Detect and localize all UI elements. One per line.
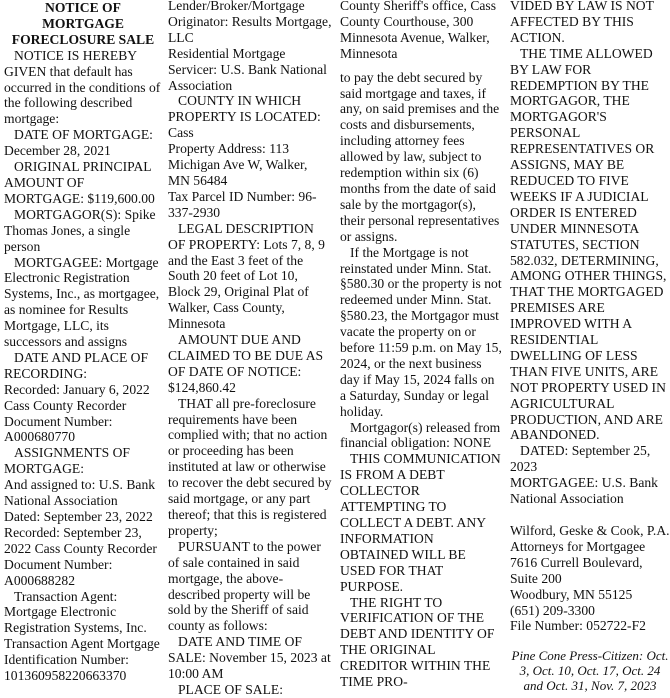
notice-paragraph: Property Address: 113 Michigan Ave W, Walker, MN 56484: [168, 141, 308, 188]
notice-paragraph: PURSUANT to the power of sale contained in said mortgage, the above-described property will be sold by the Sheriff of said county as follows:: [168, 538, 321, 634]
notice-paragraph: THAT all pre-foreclosure requirements have been complied with; that no action or proceeding has been instituted at law or otherwise to recover the debt secured by said mortgage, or any part thereof; that this is registered property;: [168, 395, 332, 538]
notice-paragraph: Dated: September 23, 2022 Recorded: September 23, 2022 Cass County Recorder: [4, 509, 157, 556]
notice-paragraph: VIDED BY LAW IS NOT AFFECTED BY THIS ACTION.: [510, 0, 654, 45]
notice-paragraph: to pay the debt secured by said mortgage and taxes, if any, on said premises and the costs and disbursements, including attorney fees allowed by law, subject to redemption within six (6) months from the date of said sale by the mortgagor(s), their personal representatives or assigns.: [340, 69, 500, 244]
notice-column-2: [162, 0, 332, 697]
notice-paragraph: AMOUNT DUE AND CLAIMED TO BE DUE AS OF DATE OF NOTICE: $124,860.42: [168, 332, 324, 395]
notice-paragraph: NOTICE IS HEREBY GIVEN that default has occurred in the conditions of the following described mortgage:: [4, 47, 161, 127]
attorney-firm: Wilford, Geske & Cook, P.A.: [510, 523, 670, 538]
attorney-street: 7616 Currell Boulevard, Suite 200: [510, 554, 643, 586]
notice-paragraph: THIS COMMUNICATION IS FROM A DEBT COLLECTOR ATTEMPTING TO COLLECT A DEBT. ANY INFORMATION OBTAINED WILL BE USED FOR THAT PURPOSE.: [340, 451, 501, 594]
notice-paragraph: Residential Mortgage Servicer: U.S. Bank National Association: [168, 45, 327, 93]
notice-paragraph: Recorded: January 6, 2022 Cass County Recorder Document Number: A000680770: [4, 381, 150, 445]
notice-paragraph: DATED: September 25, 2023: [510, 443, 651, 475]
notice-paragraph: Transaction Agent: Mortgage Electronic Registration Systems, Inc.: [4, 588, 147, 636]
notice-paragraph: If the Mortgage is not reinstated under Minn. Stat. §580.30 or the property is not redeemed under Minn. Stat. §580.23, the Mortgagor must vacate the property on or before 11:59 p.m. on May 15, 2024, or the next business day if May 15, 2024 falls on a Saturday, Sunday or legal holiday.: [340, 244, 502, 419]
notice-column-4: [502, 0, 670, 694]
notice-paragraph: COUNTY IN WHICH PROPERTY IS LOCATED: Cass: [168, 93, 321, 141]
notice-paragraph: MORTGAGEE: Mortgage Electronic Registration Systems, Inc., as mortgagee, as nominee for Results Mortgage, LLC, its successors and assigns: [4, 254, 160, 350]
notice-column-3: [332, 0, 502, 690]
notice-paragraph: Tax Parcel ID Number: 96-337-2930: [168, 188, 317, 220]
attorney-phone: (651) 209-3300: [510, 602, 595, 618]
notice-paragraph: MORTGAGOR(S): Spike Thomas Jones, a single person: [4, 206, 156, 254]
publication-credit: Pine Cone Press-Citizen: Oct. 3, Oct. 10, Oct. 17, Oct. 24 and Oct. 31, Nov. 7, 2023: [511, 648, 669, 694]
notice-paragraph: DATE AND TIME OF SALE: November 15, 2023 at 10:00 AM: [168, 634, 331, 682]
notice-title: NOTICE OF MORTGAGE FORECLOSURE SALE: [11, 0, 155, 47]
notice-paragraph: THE TIME ALLOWED BY LAW FOR REDEMPTION BY THE MORTGAGOR, THE MORTGAGOR'S PERSONAL REPRESENTATIVES OR ASSIGNS, MAY BE REDUCED TO FIVE WEEKS IF A JUDICIAL ORDER IS ENTERED UNDER MINNESOTA STATUTES, SECTION 582.032, DETERMINING, AMONG OTHER THINGS, THAT THE MORTGAGED PREMISES ARE IMPROVED WITH A RESIDENTIAL DWELLING OF LESS THAN FIVE UNITS, ARE NOT PROPERTY USED IN AGRICULTURAL PRODUCTION, AND ARE ABANDONED.: [510, 45, 667, 443]
notice-paragraph: PLACE OF SALE:: [178, 681, 283, 697]
file-number: File Number: 052722-F2: [510, 618, 646, 634]
notice-paragraph: Mortgagor(s) released from financial obligation: NONE: [340, 419, 501, 451]
notice-paragraph: ORIGINAL PRINCIPAL AMOUNT OF MORTGAGE: $119,600.00: [4, 159, 155, 206]
notice-paragraph: Transaction Agent Mortgage Identification Number: 101360958220663370: [4, 636, 160, 684]
notice-paragraph: LEGAL DESCRIPTION OF PROPERTY: Lots 7, 8, 9 and the East 3 feet of the South 20 feet of Lot 10, Block 29, Original Plat of Walker, Cass County, Minnesota: [168, 220, 325, 332]
notice-paragraph: And assigned to: U.S. Bank National Association: [4, 477, 156, 509]
notice-paragraph: DATE AND PLACE OF RECORDING:: [4, 349, 149, 381]
notice-paragraph: MORTGAGEE: U.S. Bank National Association: [510, 475, 658, 507]
notice-paragraph: ASSIGNMENTS OF MORTGAGE:: [4, 445, 130, 477]
notice-paragraph: Document Number: A000688282: [4, 556, 113, 588]
notice-column-1: [0, 0, 162, 684]
attorney-city: Woodbury, MN 55125: [510, 586, 633, 602]
attorney-role: Attorneys for Mortgagee: [510, 538, 646, 554]
notice-paragraph: THE RIGHT TO VERIFICATION OF THE DEBT AND IDENTITY OF THE ORIGINAL CREDITOR WITHIN THE TIME PRO-: [340, 594, 495, 690]
notice-paragraph: DATE OF MORTGAGE: December 28, 2021: [4, 127, 153, 159]
notice-paragraph: Lender/Broker/Mortgage Originator: Results Mortgage, LLC: [168, 0, 332, 45]
notice-paragraph: County Sheriff's office, Cass County Courthouse, 300 Minnesota Avenue, Walker, Minnesota: [340, 0, 496, 61]
